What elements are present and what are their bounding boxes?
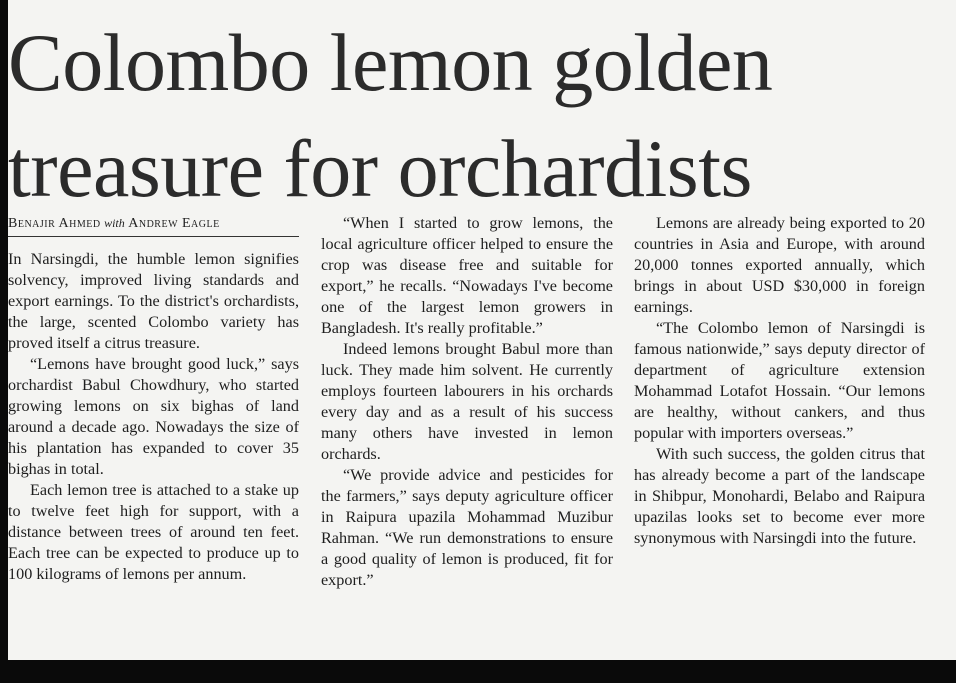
article-column-2 (321, 213, 613, 591)
byline (8, 216, 299, 237)
paragraph: Each lemon tree is attached to a stake up to twelve feet high for support, with a distance between trees of around ten feet. Each tree can be expected to produce up to 100 kilograms of lemons per annum. (8, 481, 299, 583)
byline-with: with (104, 216, 125, 230)
byline-coauthor: Andrew Eagle (128, 216, 220, 231)
paragraph: “When I started to grow lemons, the local agriculture officer helped to ensure the crop was disease free and suitable for export,” he recalls. “Nowadays I've become one of the largest lemon growers in Bangladesh. It's really profitable.” (321, 214, 613, 337)
article-column-1 (8, 249, 299, 585)
paragraph: With such success, the golden citrus that has already become a part of the landscape in Shibpur, Monohardi, Belabo and Raipura upazilas looks set to become ever more synonymous with Narsingdi into the future. (634, 445, 925, 547)
paragraph: “The Colombo lemon of Narsingdi is famous nationwide,” says deputy director of department of agriculture extension Mohammad Lotafot Hossain. “Our lemons are healthy, without cankers, and thus popular with importers overseas.” (634, 319, 925, 442)
newspaper-clipping (8, 0, 956, 660)
byline-author: Benajir Ahmed (8, 216, 101, 231)
paragraph: Indeed lemons brought Babul more than luck. They made him solvent. He currently employs fourteen labourers in his orchards every day and as a result of his success many others have invested in lemon orchards. (321, 340, 613, 463)
paragraph: In Narsingdi, the humble lemon signifies solvency, improved living standards and export earnings. To the district's orchardists, the large, scented Colombo variety has proved itself a citrus treasure. (8, 250, 299, 352)
article-column-3 (634, 213, 925, 549)
paragraph: “We provide advice and pesticides for the farmers,” says deputy agriculture officer in Raipura upazila Mohammad Muzibur Rahman. “We run demonstrations to ensure a good quality of lemon is produced, fit for export.” (321, 466, 613, 589)
paragraph: Lemons are already being exported to 20 countries in Asia and Europe, with around 20,000 tonnes exported annually, which brings in about USD $30,000 in foreign earnings. (634, 214, 925, 316)
paragraph: “Lemons have brought good luck,” says orchardist Babul Chowdhury, who started growing lemons on six bighas of land around a decade ago. Nowadays the size of his plantation has expanded to cover 35 bighas in total. (8, 355, 299, 478)
article-headline: Colombo lemon golden treasure for orchardists (8, 17, 773, 214)
